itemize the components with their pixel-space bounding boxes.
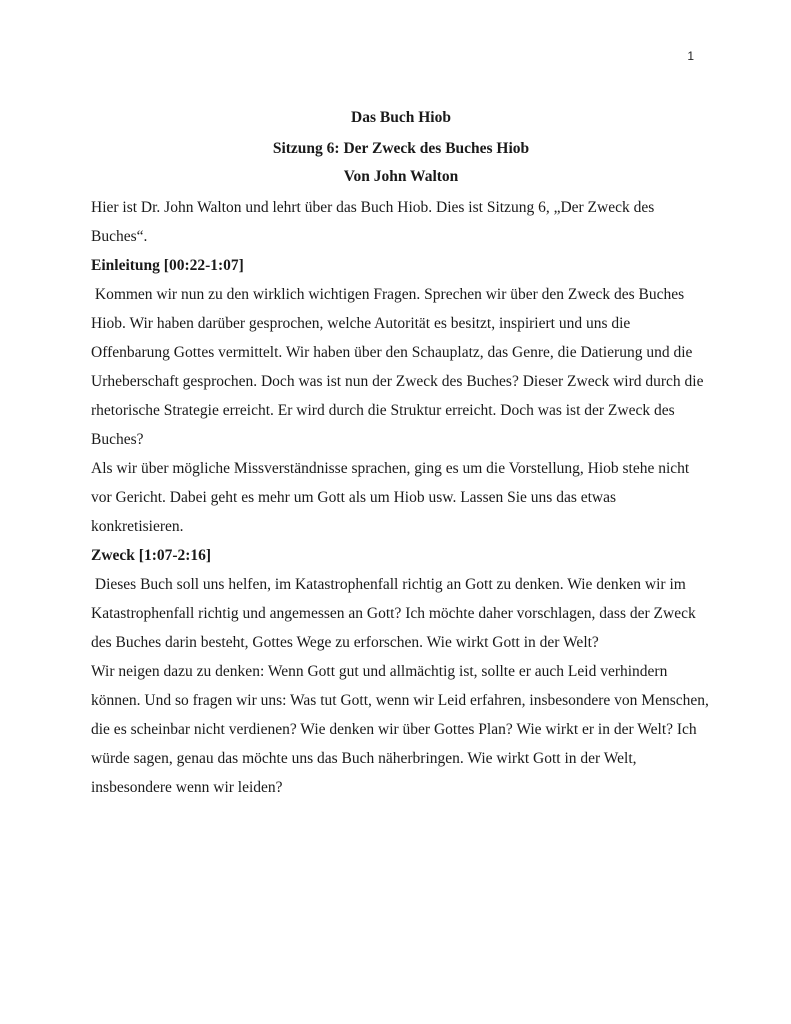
document-title: Das Buch Hiob [351, 109, 451, 126]
paragraph: Als wir über mögliche Missverständnisse sprachen, ging es um die Vorstellung, Hiob stehe nicht vor Gericht. Dabei geht es mehr um Gott als um Hiob usw. Lassen Sie uns das etwas konkretisieren. [91, 460, 694, 535]
paragraph: Wir neigen dazu zu denken: Wenn Gott gut und allmächtig ist, sollte er auch Leid verhindern können. Und so fragen wir uns: Was tut Gott, wenn wir Leid erfahren, insbesondere von Menschen, die es scheinbar nicht verdienen? Wie denken wir über Gottes Plan? Wie wirkt er in der Welt? Ich würde sagen, genau das möchte uns das Buch näherbringen. Wie wirkt Gott in der Welt, insbesondere wenn wir leiden? [91, 663, 713, 796]
page-number: 1 [687, 49, 694, 63]
paragraph: Dieses Buch soll uns helfen, im Katastrophenfall richtig an Gott zu denken. Wie denken wir im Katastrophenfall richtig und angemessen an Gott? Ich möchte daher vorschlagen, dass der Zweck des Buches darin besteht, Gottes Wege zu erforschen. Wie wirkt Gott in der Welt? [91, 576, 700, 651]
document-body [91, 104, 711, 802]
paragraph: Kommen wir nun zu den wirklich wichtigen Fragen. Sprechen wir über den Zweck des Buches Hiob. Wir haben darüber gesprochen, welche Autorität es besitzt, inspiriert und uns die Offenbarung Gottes vermittelt. Wir haben über den Schauplatz, das Genre, die Datierung und die Urheberschaft gesprochen. Doch was ist nun der Zweck des Buches? Dieser Zweck wird durch die rhetorische Strategie erreicht. Er wird durch die Struktur erreicht. Doch was ist der Zweck des Buches? [91, 286, 708, 448]
intro-paragraph: Hier ist Dr. John Walton und lehrt über das Buch Hiob. Dies ist Sitzung 6, „Der Zweck des Buches“. [91, 199, 659, 245]
section-heading-einleitung: Einleitung [00:22-1:07] [91, 257, 244, 274]
session-title: Sitzung 6: Der Zweck des Buches Hiob [272, 140, 530, 157]
author-line: Von John Walton [343, 168, 459, 185]
section-heading-zweck: Zweck [1:07-2:16] [91, 547, 212, 564]
